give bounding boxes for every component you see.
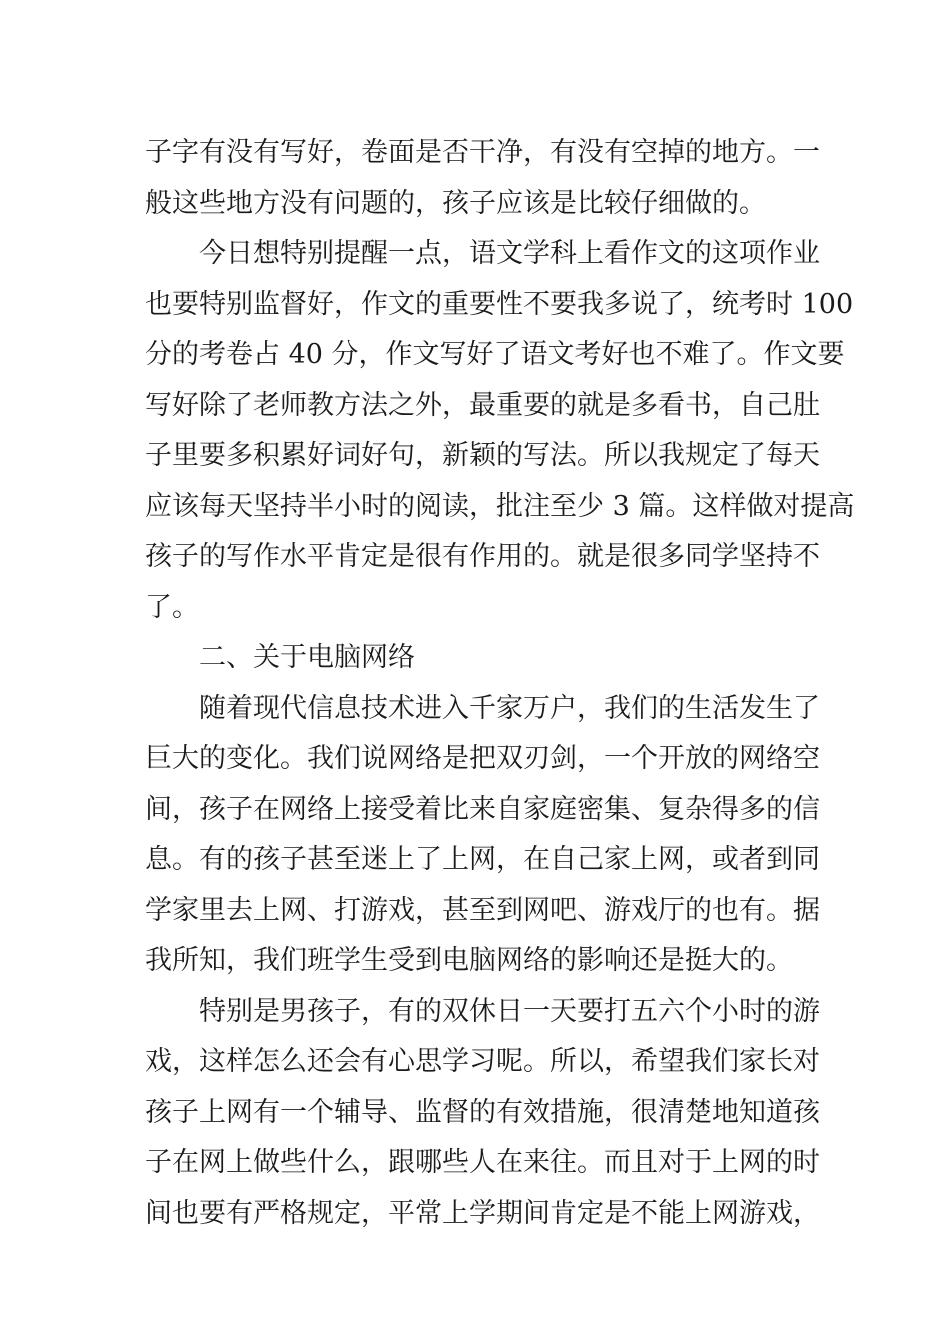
- text-line: 息。有的孩子甚至迷上了上网，在自己家上网，或者到同: [145, 844, 820, 875]
- text-line: 孩子的写作水平肯定是很有作用的。就是很多同学坚持不: [145, 541, 820, 572]
- text-line: 学家里去上网、打游戏，甚至到网吧、游戏厅的也有。据: [145, 894, 820, 926]
- text-line: 分的考卷占 40 分，作文写好了语文考好也不难了。作文要: [145, 339, 845, 370]
- text-line: 孩子上网有一个辅导、监督的有效措施，很清楚地知道孩: [145, 1096, 820, 1128]
- text-line: 子在网上做些什么，跟哪些人在来往。而且对于上网的时: [145, 1147, 820, 1178]
- text-line: 般这些地方没有问题的，孩子应该是比较仔细做的。: [145, 187, 766, 219]
- text-line: 写好除了老师教方法之外，最重要的就是多看书，自己肚: [145, 389, 820, 421]
- text-line: 了。: [145, 591, 199, 623]
- text-line: 应该每天坚持半小时的阅读，批注至少 3 篇。这样做对提高: [145, 490, 855, 522]
- document-body-text: [145, 128, 855, 1239]
- text-line: 今日想特别提醒一点，语文学科上看作文的这项作业: [199, 238, 820, 269]
- text-line: 巨大的变化。我们说网络是把双刃剑，一个开放的网络空: [145, 743, 820, 774]
- text-line: 随着现代信息技术进入千家万户，我们的生活发生了: [199, 692, 820, 724]
- text-line: 间，孩子在网络上接受着比来自家庭密集、复杂得多的信: [145, 793, 820, 825]
- text-line: 特别是男孩子，有的双休日一天要打五六个小时的游: [199, 995, 820, 1027]
- text-line: 间也要有严格规定，平常上学期间肯定是不能上网游戏，: [145, 1197, 820, 1229]
- text-line: 子字有没有写好，卷面是否干净，有没有空掉的地方。一: [145, 137, 820, 168]
- text-line: 我所知，我们班学生受到电脑网络的影响还是挺大的。: [145, 945, 793, 976]
- text-line: 也要特别监督好，作文的重要性不要我多说了，统考时 100: [145, 288, 854, 320]
- text-line: 戏，这样怎么还会有心思学习呢。所以，希望我们家长对: [145, 1046, 820, 1077]
- text-line: 子里要多积累好词好句，新颖的写法。所以我规定了每天: [145, 440, 820, 471]
- text-line: 二、关于电脑网络: [199, 642, 415, 673]
